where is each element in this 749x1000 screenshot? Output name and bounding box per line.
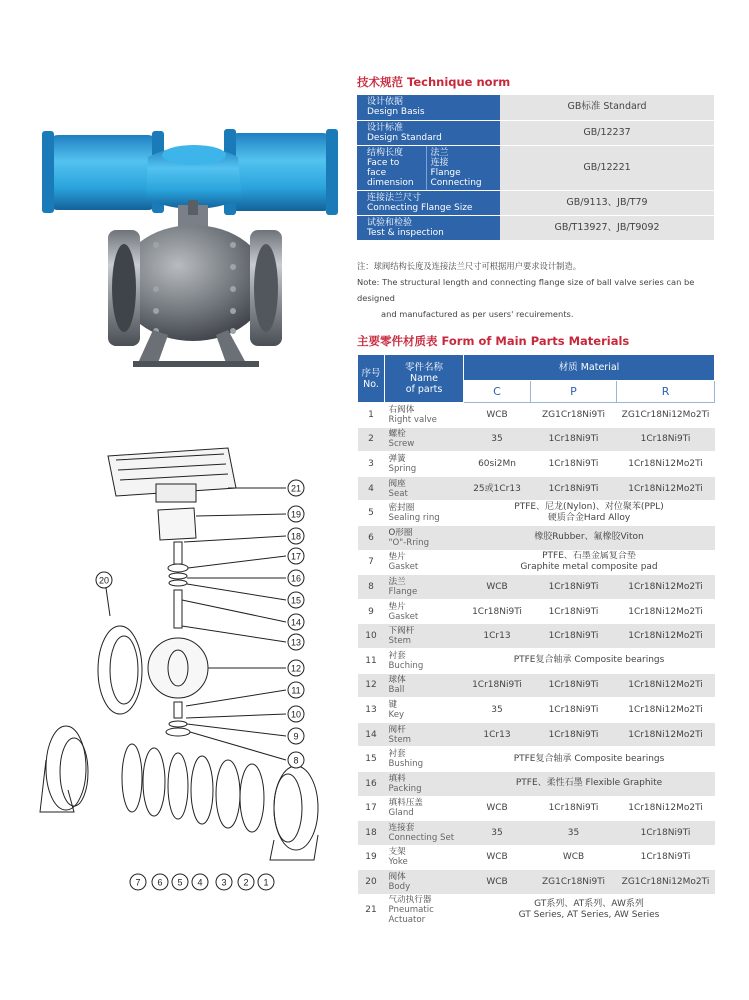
header-name bbox=[385, 355, 464, 403]
row-no: 17 bbox=[358, 796, 385, 821]
header-no-cn: 序号 bbox=[361, 367, 381, 379]
callout-label: 15 bbox=[290, 595, 302, 606]
norm-label-secondary bbox=[426, 145, 500, 190]
norm-row bbox=[357, 215, 714, 240]
part-name-en: Seat bbox=[388, 488, 408, 499]
row-part-name bbox=[385, 648, 464, 673]
norm-label bbox=[357, 190, 500, 215]
callout-label: 11 bbox=[291, 685, 301, 696]
row-material-r: 1Cr18Ni12Mo2Ti bbox=[617, 624, 715, 649]
row-material-c: WCB bbox=[464, 870, 531, 895]
row-part-name bbox=[385, 501, 464, 526]
part-name-en: Connecting Set bbox=[388, 832, 455, 843]
callout-label: 16 bbox=[290, 573, 302, 584]
row-material-c: WCB bbox=[464, 845, 531, 870]
callout-label: 7 bbox=[135, 877, 141, 888]
row-material-r: 1Cr18Ni12Mo2Ti bbox=[617, 575, 715, 600]
part-name-cn: 连接套 bbox=[388, 822, 415, 833]
row-material-r: 1Cr18Ni12Mo2Ti bbox=[617, 452, 715, 477]
row-material-c: WCB bbox=[464, 403, 531, 428]
norm-label-cn: 结构长度 bbox=[367, 147, 404, 158]
materials-table bbox=[357, 354, 715, 926]
part-name-cn: 螺栓 bbox=[388, 429, 406, 440]
norm-label-en: Test & inspection bbox=[367, 227, 444, 238]
material-span-line: GT Series, AT Series, AW Series bbox=[518, 909, 660, 920]
part-name-en: Pneumatic Actuator bbox=[388, 904, 434, 925]
row-material-p: 1Cr18Ni9Ti bbox=[531, 624, 617, 649]
part-name-cn: 下阀杆 bbox=[388, 626, 415, 637]
norm-label-cn: 法兰 bbox=[430, 147, 449, 158]
row-part-name bbox=[385, 476, 464, 501]
material-span-line: PTFE、柔性石墨 Flexible Graphite bbox=[515, 778, 663, 789]
row-material-p: 1Cr18Ni9Ti bbox=[531, 575, 617, 600]
row-material-p: WCB bbox=[531, 845, 617, 870]
row-part-name bbox=[385, 698, 464, 723]
note-en-1: Note: The structural length and connecting flange size of ball valve series can be designed bbox=[357, 277, 695, 303]
part-name-cn: 阀杆 bbox=[388, 724, 406, 735]
row-no: 9 bbox=[358, 599, 385, 624]
norm-value: GB/9113、JB/T79 bbox=[500, 190, 714, 215]
row-material-span bbox=[464, 771, 715, 796]
table-row bbox=[358, 796, 715, 821]
table-row bbox=[358, 698, 715, 723]
callout-label: 19 bbox=[290, 509, 302, 520]
row-material-p: 1Cr18Ni9Ti bbox=[531, 427, 617, 452]
row-no: 1 bbox=[358, 403, 385, 428]
row-part-name bbox=[385, 747, 464, 772]
table-row bbox=[358, 845, 715, 870]
row-material-r: ZG1Cr18Ni12Mo2Ti bbox=[617, 403, 715, 428]
norm-label-cn: 连接法兰尺寸 bbox=[367, 192, 422, 203]
row-material-c: 25或1Cr13 bbox=[464, 476, 531, 501]
row-no: 11 bbox=[358, 648, 385, 673]
part-name-en: Stem bbox=[388, 636, 411, 647]
row-material-r: 1Cr18Ni12Mo2Ti bbox=[617, 722, 715, 747]
row-part-name bbox=[385, 525, 464, 550]
norm-row bbox=[357, 95, 714, 120]
part-name-en: Buching bbox=[388, 660, 424, 671]
part-name-en: Bushing bbox=[388, 759, 424, 770]
callout-label: 1 bbox=[263, 877, 269, 888]
header-name-en: of parts bbox=[405, 384, 443, 395]
material-span-line: PTFE复合轴承 Composite bearings bbox=[513, 753, 665, 764]
table-row bbox=[358, 476, 715, 501]
header-col-p: P bbox=[531, 381, 617, 403]
row-material-span bbox=[464, 501, 715, 526]
part-name-en: Stem bbox=[388, 734, 411, 745]
row-no: 15 bbox=[358, 747, 385, 772]
pneumatic-ball-valve-photo bbox=[28, 95, 346, 385]
table-row bbox=[358, 648, 715, 673]
materials-title-cn: 主要零件材质表 bbox=[357, 334, 438, 348]
callout-label: 20 bbox=[98, 575, 110, 586]
row-no: 3 bbox=[358, 452, 385, 477]
table-row bbox=[358, 821, 715, 846]
material-span-line: 硬质合金Hard Alloy bbox=[547, 513, 631, 524]
part-name-cn: 支架 bbox=[388, 847, 406, 858]
part-name-en: Gasket bbox=[388, 611, 419, 622]
part-name-en: Key bbox=[388, 709, 405, 720]
header-material: 材质 Material bbox=[464, 355, 715, 381]
technique-norm-table bbox=[357, 95, 714, 241]
row-material-c: WCB bbox=[464, 796, 531, 821]
table-row bbox=[358, 550, 715, 575]
header-name-cn: 零件名称 bbox=[404, 362, 443, 373]
note-cn: 注：球阀结构长度及连接法兰尺寸可根据用户要求设计制造。 bbox=[357, 261, 582, 271]
part-name-cn: 衬套 bbox=[388, 650, 406, 661]
row-no: 21 bbox=[358, 894, 385, 925]
row-no: 8 bbox=[358, 575, 385, 600]
norm-label bbox=[357, 95, 500, 120]
row-material-r: 1Cr18Ni9Ti bbox=[617, 821, 715, 846]
material-span-line: GT系列、AT系列、AW系列 bbox=[534, 898, 644, 909]
callout-label: 21 bbox=[290, 483, 302, 494]
row-material-c: 35 bbox=[464, 427, 531, 452]
table-row bbox=[358, 771, 715, 796]
part-name-cn: 球体 bbox=[388, 675, 406, 686]
row-part-name bbox=[385, 870, 464, 895]
part-name-cn: 弹簧 bbox=[388, 453, 406, 464]
row-material-r: 1Cr18Ni9Ti bbox=[617, 427, 715, 452]
row-material-c: 35 bbox=[464, 821, 531, 846]
row-part-name bbox=[385, 575, 464, 600]
norm-label-en: Flange bbox=[430, 167, 461, 178]
technique-title bbox=[357, 74, 510, 90]
row-no: 13 bbox=[358, 698, 385, 723]
norm-label-en: Design Basis bbox=[367, 107, 425, 118]
header-name-en: Name bbox=[409, 373, 439, 384]
norm-label-en: Connecting Flange Size bbox=[367, 202, 473, 213]
table-row bbox=[358, 427, 715, 452]
row-material-r: 1Cr18Ni12Mo2Ti bbox=[617, 698, 715, 723]
row-part-name bbox=[385, 599, 464, 624]
table-row bbox=[358, 722, 715, 747]
part-name-en: Yoke bbox=[388, 857, 408, 868]
row-part-name bbox=[385, 894, 464, 925]
row-material-c: 60si2Mn bbox=[464, 452, 531, 477]
table-row bbox=[358, 624, 715, 649]
row-no: 19 bbox=[358, 845, 385, 870]
row-material-r: 1Cr18Ni12Mo2Ti bbox=[617, 476, 715, 501]
row-no: 14 bbox=[358, 722, 385, 747]
row-material-r: 1Cr18Ni12Mo2Ti bbox=[617, 599, 715, 624]
callout-label: 12 bbox=[290, 663, 302, 674]
row-part-name bbox=[385, 771, 464, 796]
row-material-p: 1Cr18Ni9Ti bbox=[531, 796, 617, 821]
norm-label-en: face bbox=[367, 167, 387, 178]
part-name-en: Gland bbox=[388, 808, 414, 819]
callout-label: 18 bbox=[290, 531, 302, 542]
row-part-name bbox=[385, 673, 464, 698]
row-material-p: 1Cr18Ni9Ti bbox=[531, 452, 617, 477]
norm-value: GB/12237 bbox=[500, 120, 714, 145]
callout-label: 8 bbox=[293, 755, 299, 766]
callout-label: 3 bbox=[221, 877, 227, 888]
part-name-cn: 阀座 bbox=[388, 478, 406, 489]
material-span-line: PTFE复合轴承 Composite bearings bbox=[513, 655, 665, 666]
table-row bbox=[358, 747, 715, 772]
row-material-r: 1Cr18Ni12Mo2Ti bbox=[617, 673, 715, 698]
technique-title-cn: 技术规范 bbox=[357, 75, 403, 89]
norm-label-cn: 连接 bbox=[430, 157, 449, 168]
norm-label-en: Face to bbox=[367, 157, 400, 168]
norm-label-cn: 设计标准 bbox=[367, 122, 404, 133]
row-material-p: ZG1Cr18Ni9Ti bbox=[531, 403, 617, 428]
row-no: 16 bbox=[358, 771, 385, 796]
row-material-p: 1Cr18Ni9Ti bbox=[531, 673, 617, 698]
row-no: 20 bbox=[358, 870, 385, 895]
callout-label: 5 bbox=[177, 877, 183, 888]
header-no-en: No. bbox=[363, 378, 379, 390]
norm-value: GB标准 Standard bbox=[500, 95, 714, 120]
norm-label bbox=[357, 120, 500, 145]
norm-value: GB/T13927、JB/T9092 bbox=[500, 215, 714, 240]
norm-row bbox=[357, 190, 714, 215]
exploded-assembly-drawing bbox=[28, 430, 346, 900]
row-material-c: 1Cr18Ni9Ti bbox=[464, 599, 531, 624]
row-no: 12 bbox=[358, 673, 385, 698]
callout-label: 10 bbox=[290, 709, 302, 720]
table-row bbox=[358, 403, 715, 428]
part-name-en: Screw bbox=[388, 439, 415, 450]
row-part-name bbox=[385, 403, 464, 428]
row-material-p: 1Cr18Ni9Ti bbox=[531, 476, 617, 501]
callout-label: 17 bbox=[290, 551, 302, 562]
row-part-name bbox=[385, 427, 464, 452]
row-part-name bbox=[385, 722, 464, 747]
part-name-cn: 阀体 bbox=[388, 872, 406, 883]
row-no: 2 bbox=[358, 427, 385, 452]
part-name-en: Sealing ring bbox=[388, 513, 440, 524]
row-no: 10 bbox=[358, 624, 385, 649]
part-name-cn: 气动执行器 bbox=[388, 894, 432, 905]
row-material-p: 1Cr18Ni9Ti bbox=[531, 599, 617, 624]
norm-label-en: dimension bbox=[367, 177, 414, 188]
row-no: 5 bbox=[358, 501, 385, 526]
part-name-cn: 键 bbox=[388, 699, 398, 710]
part-name-en: Spring bbox=[388, 463, 417, 474]
row-part-name bbox=[385, 796, 464, 821]
callout-label: 4 bbox=[197, 877, 203, 888]
row-material-c: 1Cr13 bbox=[464, 624, 531, 649]
norm-row bbox=[357, 120, 714, 145]
note-en-2: and manufactured as per users' recuirements. bbox=[381, 309, 574, 319]
norm-value: GB/12221 bbox=[500, 145, 714, 190]
part-name-en: "O"-Rring bbox=[388, 537, 430, 548]
row-material-c: 1Cr13 bbox=[464, 722, 531, 747]
part-name-cn: 右阀体 bbox=[388, 404, 415, 415]
row-material-p: 1Cr18Ni9Ti bbox=[531, 698, 617, 723]
part-name-en: Gasket bbox=[388, 562, 419, 573]
callout-label: 6 bbox=[157, 877, 163, 888]
row-part-name bbox=[385, 624, 464, 649]
norm-label-en: Connecting bbox=[430, 177, 482, 188]
part-name-cn: 法兰 bbox=[388, 576, 406, 587]
part-name-cn: 密封圈 bbox=[388, 503, 415, 514]
row-part-name bbox=[385, 845, 464, 870]
material-span-line: PTFE、尼龙(Nylon)、对位聚苯(PPL) bbox=[514, 502, 664, 513]
header-no bbox=[358, 355, 385, 403]
row-material-r: 1Cr18Ni12Mo2Ti bbox=[617, 796, 715, 821]
row-material-p: ZG1Cr18Ni9Ti bbox=[531, 870, 617, 895]
table-row bbox=[358, 599, 715, 624]
row-material-span bbox=[464, 894, 715, 925]
callout-label: 2 bbox=[243, 877, 249, 888]
norm-label-cn: 试验和检验 bbox=[367, 217, 413, 228]
header-col-c: C bbox=[464, 381, 531, 403]
callout-label: 9 bbox=[293, 731, 299, 742]
header-col-r: R bbox=[617, 381, 715, 403]
row-no: 18 bbox=[358, 821, 385, 846]
norm-note bbox=[357, 258, 727, 322]
row-part-name bbox=[385, 550, 464, 575]
row-material-span bbox=[464, 648, 715, 673]
material-span-line: 橡胶Rubber、氟橡胶Viton bbox=[534, 532, 644, 543]
row-no: 7 bbox=[358, 550, 385, 575]
table-row bbox=[358, 673, 715, 698]
callout-label: 14 bbox=[290, 617, 302, 628]
norm-label-en: Design Standard bbox=[367, 132, 442, 143]
row-material-p: 35 bbox=[531, 821, 617, 846]
norm-row bbox=[357, 145, 714, 190]
part-name-cn: 填料压盖 bbox=[388, 798, 423, 809]
row-no: 6 bbox=[358, 525, 385, 550]
row-material-span bbox=[464, 550, 715, 575]
row-material-r: ZG1Cr18Ni12Mo2Ti bbox=[617, 870, 715, 895]
table-row bbox=[358, 870, 715, 895]
technique-title-en: Technique norm bbox=[407, 75, 511, 89]
part-name-en: Ball bbox=[388, 685, 405, 696]
part-name-cn: 垫片 bbox=[388, 601, 406, 612]
part-name-cn: O形圈 bbox=[388, 527, 413, 538]
material-span-line: Graphite metal composite pad bbox=[520, 562, 658, 573]
row-part-name bbox=[385, 452, 464, 477]
part-name-cn: 填料 bbox=[388, 773, 406, 784]
part-name-en: Packing bbox=[388, 783, 422, 794]
row-material-p: 1Cr18Ni9Ti bbox=[531, 722, 617, 747]
callout-label: 13 bbox=[290, 637, 302, 648]
row-part-name bbox=[385, 821, 464, 846]
norm-label bbox=[357, 145, 426, 190]
table-row bbox=[358, 575, 715, 600]
part-name-cn: 衬套 bbox=[388, 749, 406, 760]
part-name-en: Right valve bbox=[388, 414, 437, 425]
materials-title bbox=[357, 333, 629, 349]
norm-label-cn: 设计依据 bbox=[367, 97, 404, 108]
table-row bbox=[358, 501, 715, 526]
table-row bbox=[358, 525, 715, 550]
norm-label bbox=[357, 215, 500, 240]
row-material-c: WCB bbox=[464, 575, 531, 600]
part-name-en: Body bbox=[388, 882, 411, 893]
row-material-span bbox=[464, 747, 715, 772]
materials-body bbox=[358, 403, 715, 926]
part-name-cn: 垫片 bbox=[388, 552, 406, 563]
row-material-c: 1Cr18Ni9Ti bbox=[464, 673, 531, 698]
row-material-span bbox=[464, 525, 715, 550]
row-material-c: 35 bbox=[464, 698, 531, 723]
table-row bbox=[358, 894, 715, 925]
materials-title-en: Form of Main Parts Materials bbox=[441, 334, 630, 348]
part-name-en: Flange bbox=[388, 586, 418, 597]
row-no: 4 bbox=[358, 476, 385, 501]
material-span-line: PTFE、石墨金属复合垫 bbox=[542, 551, 636, 562]
table-row bbox=[358, 452, 715, 477]
row-material-r: 1Cr18Ni9Ti bbox=[617, 845, 715, 870]
